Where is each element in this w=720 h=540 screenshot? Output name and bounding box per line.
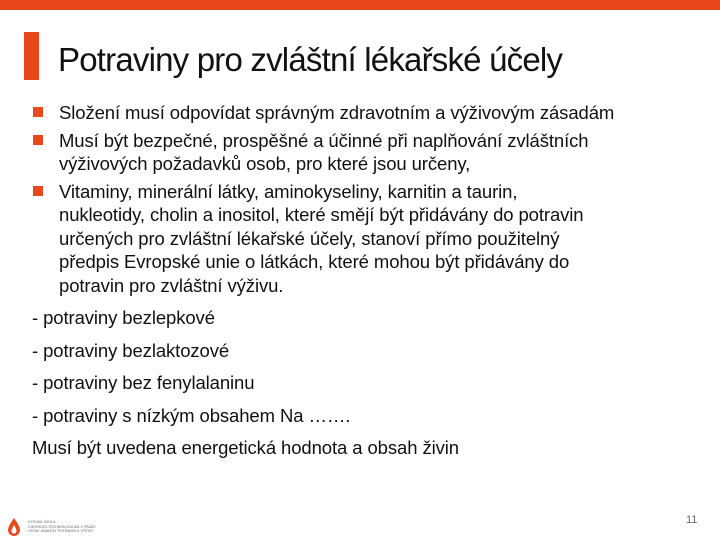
text-line: Musí být uvedena energetická hodnota a obsah živin [32, 437, 459, 458]
title-accent-bar [24, 32, 39, 80]
text-line: - potraviny s nízkým obsahem Na ……. [32, 404, 351, 426]
logo-text [28, 520, 96, 534]
text-line: - potraviny bezlepkové [32, 307, 215, 328]
slide-content [32, 101, 704, 460]
bullet-item [32, 180, 704, 298]
top-accent-bar [0, 0, 720, 10]
square-bullet-icon [33, 135, 43, 145]
bullet-line: výživových požadavků osob, pro které jsou určeny, [59, 153, 471, 174]
text-line: - potraviny bez fenylalaninu [32, 372, 255, 393]
logo-line: CHEMICKO-TECHNOLOGICKÁ V PRAZE [28, 524, 96, 529]
logo-line: VYSOKÁ ŠKOLA [28, 520, 56, 524]
bullet-line: nukleotidy, cholin a inositol, které smějí být přidávány do potravin [59, 204, 584, 225]
text-line: - potraviny bezlaktozové [32, 339, 230, 361]
square-bullet-icon [33, 186, 43, 196]
logo-line: ÚSTAV ANALÝZY POTRAVIN A VÝŽIVY [28, 529, 94, 533]
bullet-line: předpis Evropské unie o látkách, které mohou být přidávány do [59, 251, 570, 272]
page-number: 11 [686, 514, 698, 526]
bullet-item [32, 129, 704, 176]
square-bullet-icon [33, 107, 43, 117]
bullet-line: určených pro zvláštní lékařské účely, stanoví přímo použitelný [59, 227, 560, 249]
bullet-line: Musí být bezpečné, prospěšné a účinné při naplňování zvláštních [59, 129, 589, 151]
bullet-line: potravin pro zvláštní výživu. [59, 274, 284, 296]
slide-title: Potraviny pro zvláštní lékařské účely [58, 41, 563, 78]
bullet-item [32, 101, 704, 125]
bullet-line: Složení musí odpovídat správným zdravotním a výživovým zásadám [59, 102, 615, 123]
bullet-line: Vitaminy, minerální látky, aminokyseliny, karnitin a taurin, [59, 180, 518, 202]
flame-drop-icon [6, 517, 22, 537]
